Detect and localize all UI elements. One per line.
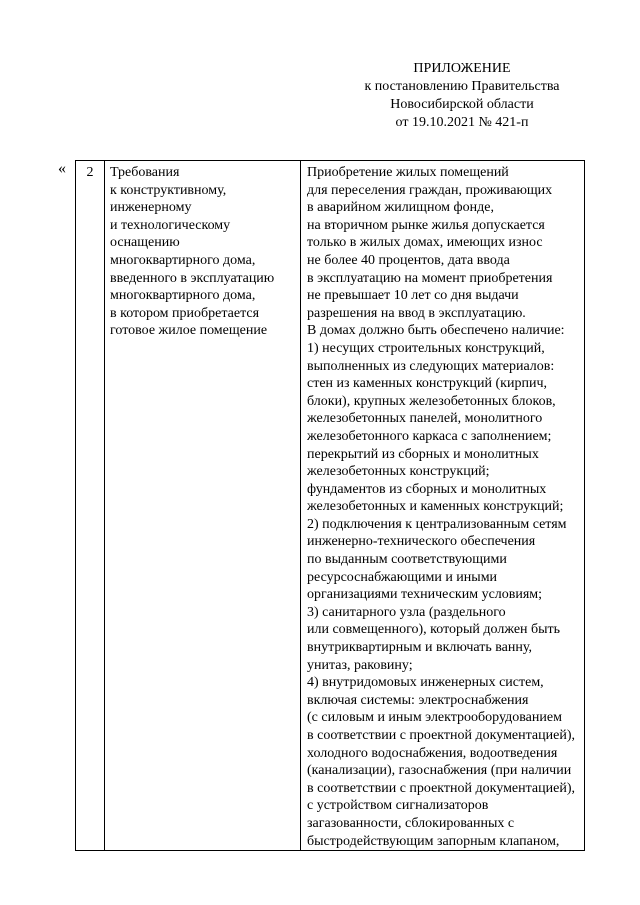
description-line: 3) санитарного узла (раздельного: [307, 604, 506, 620]
description-line: для переселения граждан, проживающих: [307, 182, 553, 198]
appendix-line-2: Новосибирской области: [390, 97, 534, 112]
description-line: организациями техническим условиям;: [307, 587, 543, 603]
description-line: в соответствии с проектной документацией),: [307, 780, 575, 796]
requirement-line: в котором приобретается: [110, 305, 260, 321]
appendix-title: ПРИЛОЖЕНИЕ: [413, 61, 511, 76]
requirement-line: Требования: [110, 165, 180, 180]
description-line: В домах должно быть обеспечено наличие:: [307, 323, 565, 339]
requirement-line: инженерному: [110, 200, 192, 216]
requirement-line: многоквартирного дома,: [110, 288, 256, 304]
requirement-line: многоквартирного дома,: [110, 252, 256, 268]
description-line: (с силовым и иным электрооборудованием: [307, 710, 562, 726]
description-line: инженерно-технического обеспечения: [307, 534, 536, 550]
description-line: выполненных из следующих материалов:: [307, 358, 555, 374]
description-line: 2) подключения к централизованным сетям: [307, 516, 567, 532]
description-line: в аварийном жилищном фонде,: [307, 200, 494, 216]
requirement-line: оснащению: [110, 235, 180, 251]
description-line: в эксплуатацию на момент приобретения: [307, 270, 553, 286]
description-line: или совмещенного), который должен быть: [307, 622, 561, 638]
description-line: железобетонных и каменных конструкций;: [307, 499, 564, 515]
requirements-table: [75, 160, 585, 851]
description-line: не превышает 10 лет со дня выдачи: [307, 288, 519, 304]
table-row: [76, 161, 585, 851]
appendix-line-3: от 19.10.2021 № 421-п: [395, 115, 529, 130]
description-line: в соответствии с проектной документацией),: [307, 728, 575, 743]
description-line: ресурсоснабжающими и иными: [307, 569, 498, 585]
requirement-cell: [105, 161, 301, 851]
description-line: Приобретение жилых помещений: [307, 165, 509, 180]
description-line: разрешения на ввод в эксплуатацию.: [307, 305, 526, 321]
description-cell: [301, 161, 585, 851]
description-line: загазованности, сблокированных с: [307, 815, 515, 831]
description-line: 4) внутридомовых инженерных систем,: [307, 675, 544, 691]
description-line: унитаз, раковину;: [307, 657, 413, 673]
description-line: включая системы: электроснабжения: [307, 692, 529, 708]
description-line: блоки), крупных железобетонных блоков,: [307, 393, 556, 409]
row-number: 2: [76, 161, 105, 851]
description-line: по выданным соответствующими: [307, 552, 507, 568]
description-line: только в жилых домах, имеющих износ: [307, 235, 543, 251]
opening-quote: «: [58, 160, 66, 177]
description-line: с устройством сигнализаторов: [307, 798, 489, 814]
appendix-line-1: к постановлению Правительства: [364, 79, 560, 94]
description-line: железобетонного каркаса с заполнением;: [307, 428, 552, 444]
description-line: 1) несущих строительных конструкций,: [307, 340, 545, 356]
description-line: стен из каменных конструкций (кирпич,: [307, 376, 547, 392]
description-line: железобетонных панелей, монолитного: [307, 411, 543, 427]
description-line: не более 40 процентов, дата ввода: [307, 252, 510, 268]
appendix-header: [342, 60, 582, 132]
description-line: (канализации), газоснабжения (при наличии: [307, 763, 572, 779]
requirement-line: к конструктивному,: [110, 182, 227, 198]
requirement-line: введенного в эксплуатацию: [110, 270, 275, 286]
requirement-line: и технологическому: [110, 217, 231, 233]
description-line: быстродействующим запорным клапаном,: [307, 833, 560, 849]
description-line: перекрытий из сборных и монолитных: [307, 446, 539, 462]
description-line: фундаментов из сборных и монолитных: [307, 481, 547, 497]
description-line: железобетонных конструкций;: [307, 464, 490, 480]
description-line: внутриквартирным и включать ванну,: [307, 640, 532, 656]
requirement-line: готовое жилое помещение: [110, 323, 268, 339]
description-line: холодного водоснабжения, водоотведения: [307, 745, 558, 761]
description-line: на вторичном рынке жилья допускается: [307, 217, 545, 233]
